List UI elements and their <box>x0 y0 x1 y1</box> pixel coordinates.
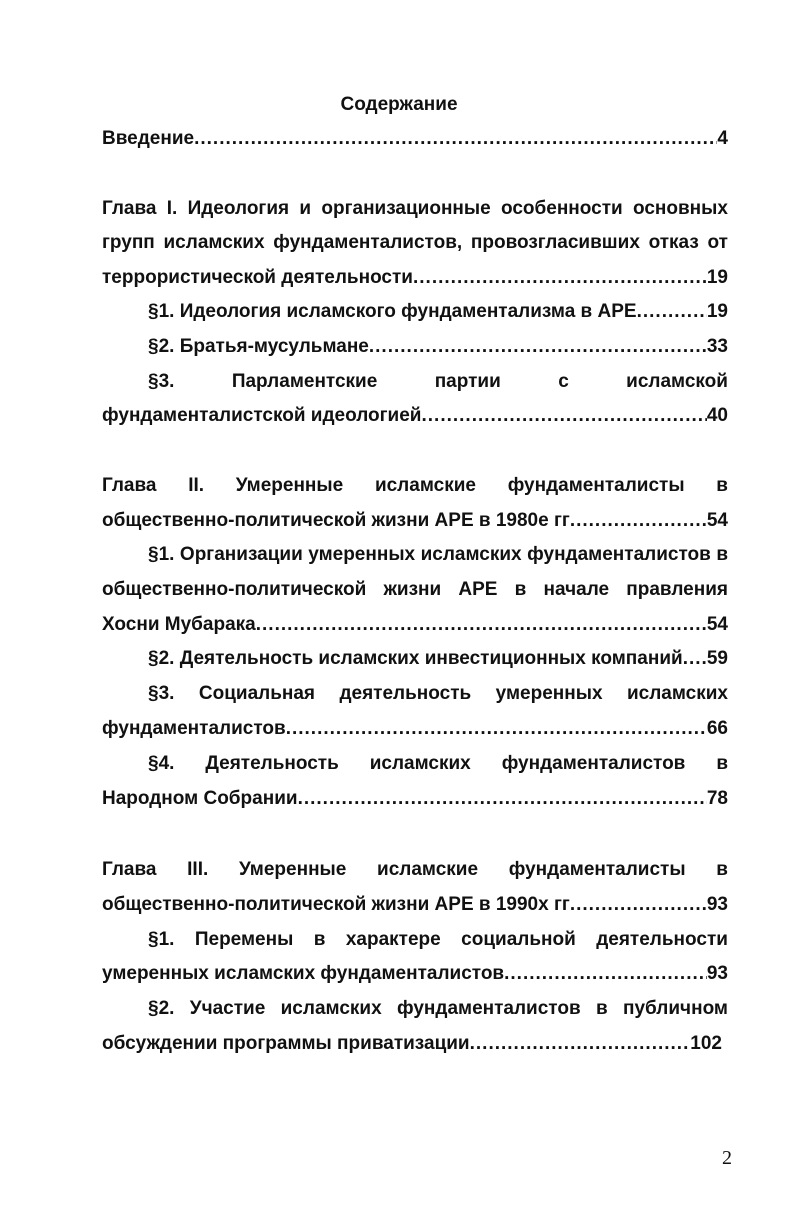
word: в <box>716 753 728 774</box>
toc-page-number: 66 <box>706 718 728 739</box>
toc-entry-text: фундаменталистов <box>102 718 286 739</box>
word: в <box>716 475 728 496</box>
toc-entry-text: террористической деятельности <box>102 267 413 288</box>
dot-leader <box>194 125 717 153</box>
toc-page-number: 102 <box>690 1033 722 1054</box>
toc-entry-text: §2. Деятельность исламских инвестиционных компаний <box>148 648 683 669</box>
word: групп <box>102 232 155 253</box>
toc-page-number: 4 <box>717 128 728 149</box>
toc-page-number: 93 <box>706 894 728 915</box>
toc-chapter-2-line-2[interactable] <box>102 507 728 535</box>
dot-leader <box>683 645 707 673</box>
word: §3. <box>148 683 175 704</box>
word: в <box>514 579 527 600</box>
toc-chapter-2-section-3-line-1[interactable] <box>148 680 728 708</box>
toc-chapter-1-line-2[interactable] <box>102 229 728 257</box>
word: Деятельность <box>205 753 339 774</box>
toc-page-number: 59 <box>706 648 728 669</box>
toc-entry-text: §1. Идеология исламского фундаментализма в АРЕ <box>148 301 637 322</box>
toc-entry-text: обсуждении программы приватизации <box>102 1033 470 1054</box>
word: в <box>716 544 728 565</box>
word: умеренных <box>495 683 603 704</box>
word: организационные <box>321 198 491 219</box>
word: §1. <box>148 544 175 565</box>
toc-chapter-3-section-1-line-2[interactable] <box>102 960 728 988</box>
word: фундаменталистов <box>501 753 686 774</box>
word: Глава <box>102 475 157 496</box>
dot-leader <box>470 1030 691 1058</box>
dot-leader <box>570 891 707 919</box>
word: партии <box>434 371 501 392</box>
page-title: Содержание <box>340 94 458 115</box>
word: деятельности <box>596 929 728 950</box>
toc-chapter-2-section-1-line-1[interactable] <box>148 541 728 569</box>
word: с <box>558 371 569 392</box>
toc-page-number: 54 <box>706 510 728 531</box>
word: правления <box>626 579 728 600</box>
page-number: 2 <box>722 1147 732 1169</box>
word: I. <box>166 198 178 219</box>
word: от <box>707 232 728 253</box>
toc-chapter-3-section-1-line-1[interactable] <box>148 926 728 954</box>
word: деятельность <box>339 683 472 704</box>
toc-chapter-3-line-2[interactable] <box>102 891 728 919</box>
word: §3. <box>148 371 175 392</box>
word: Организации <box>179 544 303 565</box>
word: Умеренные <box>235 475 344 496</box>
toc-page-number: 54 <box>706 614 728 635</box>
word: основных <box>632 198 728 219</box>
word: §1. <box>148 929 175 950</box>
word: Участие <box>189 998 266 1019</box>
toc-chapter-3-section-2-line-2[interactable] <box>102 1030 722 1058</box>
toc-entry-text: Хосни Мубарака <box>102 614 256 635</box>
toc-chapter-2-line-1[interactable] <box>102 472 728 500</box>
word: §2. <box>148 998 175 1019</box>
toc-entry-text: фундаменталистской идеологией <box>102 405 422 426</box>
word: Глава <box>102 859 157 880</box>
dot-leader <box>637 298 707 326</box>
toc-chapter-2-section-4-line-2[interactable] <box>102 785 728 813</box>
toc-chapter-1-section-3-line-1[interactable] <box>148 368 728 396</box>
toc-chapter-2-section-4-line-1[interactable] <box>148 750 728 778</box>
word: III. <box>187 859 209 880</box>
dot-leader <box>413 264 707 292</box>
word: исламских <box>369 753 471 774</box>
word: фундаменталисты <box>507 475 685 496</box>
word: Умеренные <box>238 859 347 880</box>
word: общественно-политической <box>102 579 367 600</box>
word: Социальная <box>198 683 316 704</box>
toc-entry-text: Народном Собрании <box>102 788 298 809</box>
toc-page-number: 78 <box>706 788 728 809</box>
word: Глава <box>102 198 157 219</box>
word: исламские <box>377 859 479 880</box>
word: Идеология <box>187 198 290 219</box>
toc-entry-text: §2. Братья-мусульмане <box>148 336 369 357</box>
toc-page-number: 40 <box>706 405 728 426</box>
word: исламских <box>420 544 522 565</box>
toc-chapter-3-section-2-line-1[interactable] <box>148 995 728 1023</box>
word: характере <box>345 929 441 950</box>
word: жизни <box>383 579 442 600</box>
toc-entry-intro[interactable] <box>102 125 728 153</box>
toc-chapter-1-section-2[interactable] <box>148 333 728 361</box>
toc-chapter-2-section-1-line-2[interactable] <box>102 576 728 604</box>
toc-page-number: 19 <box>706 267 728 288</box>
toc-entry-text: общественно-политической жизни АРЕ в 1990х гг <box>102 894 570 915</box>
word: Парламентские <box>231 371 378 392</box>
word: исламские <box>374 475 476 496</box>
dot-leader <box>421 402 706 430</box>
toc-chapter-3-line-1[interactable] <box>102 856 728 884</box>
word: АРЕ <box>458 579 498 600</box>
word: II. <box>188 475 205 496</box>
word: отказ <box>648 232 699 253</box>
word: особенности <box>500 198 623 219</box>
dot-leader <box>256 611 707 639</box>
toc-entry-text: общественно-политической жизни АРЕ в 1980е гг <box>102 510 570 531</box>
word: в <box>716 859 728 880</box>
word: фундаменталистов <box>396 998 581 1019</box>
toc-entry-text: умеренных исламских фундаменталистов <box>102 963 505 984</box>
word: и <box>299 198 312 219</box>
toc-chapter-1-line-3[interactable] <box>102 264 728 292</box>
word: исламских <box>163 232 265 253</box>
dot-leader <box>504 960 707 988</box>
toc-chapter-1-line-1[interactable] <box>102 195 728 223</box>
toc-chapter-1-section-3-line-2[interactable] <box>102 402 728 430</box>
dot-leader <box>369 333 707 361</box>
toc-chapter-2-section-1-line-3[interactable] <box>102 611 728 639</box>
word: фундаменталисты <box>508 859 686 880</box>
toc-chapter-1-section-1[interactable] <box>148 298 728 326</box>
toc-chapter-2-section-3-line-2[interactable] <box>102 715 728 743</box>
word: провозгласивших <box>470 232 640 253</box>
word: фундаменталистов, <box>273 232 463 253</box>
word: исламских <box>626 683 728 704</box>
word: в <box>595 998 608 1019</box>
word: начале <box>543 579 610 600</box>
word: фундаменталистов <box>527 544 711 565</box>
word: Перемены <box>194 929 294 950</box>
word: §4. <box>148 753 175 774</box>
word: умеренных <box>308 544 416 565</box>
word: социальной <box>461 929 576 950</box>
dot-leader <box>570 507 707 535</box>
toc-page-number: 19 <box>706 301 728 322</box>
toc-entry-text: Введение <box>102 128 195 149</box>
word: исламских <box>280 998 382 1019</box>
dot-leader <box>286 715 707 743</box>
word: публичном <box>623 998 728 1019</box>
toc-page-number: 33 <box>706 336 728 357</box>
word: в <box>313 929 326 950</box>
toc-chapter-2-section-2[interactable] <box>148 645 728 673</box>
dot-leader <box>298 785 707 813</box>
word: исламской <box>626 371 728 392</box>
toc-page-number: 93 <box>706 963 728 984</box>
